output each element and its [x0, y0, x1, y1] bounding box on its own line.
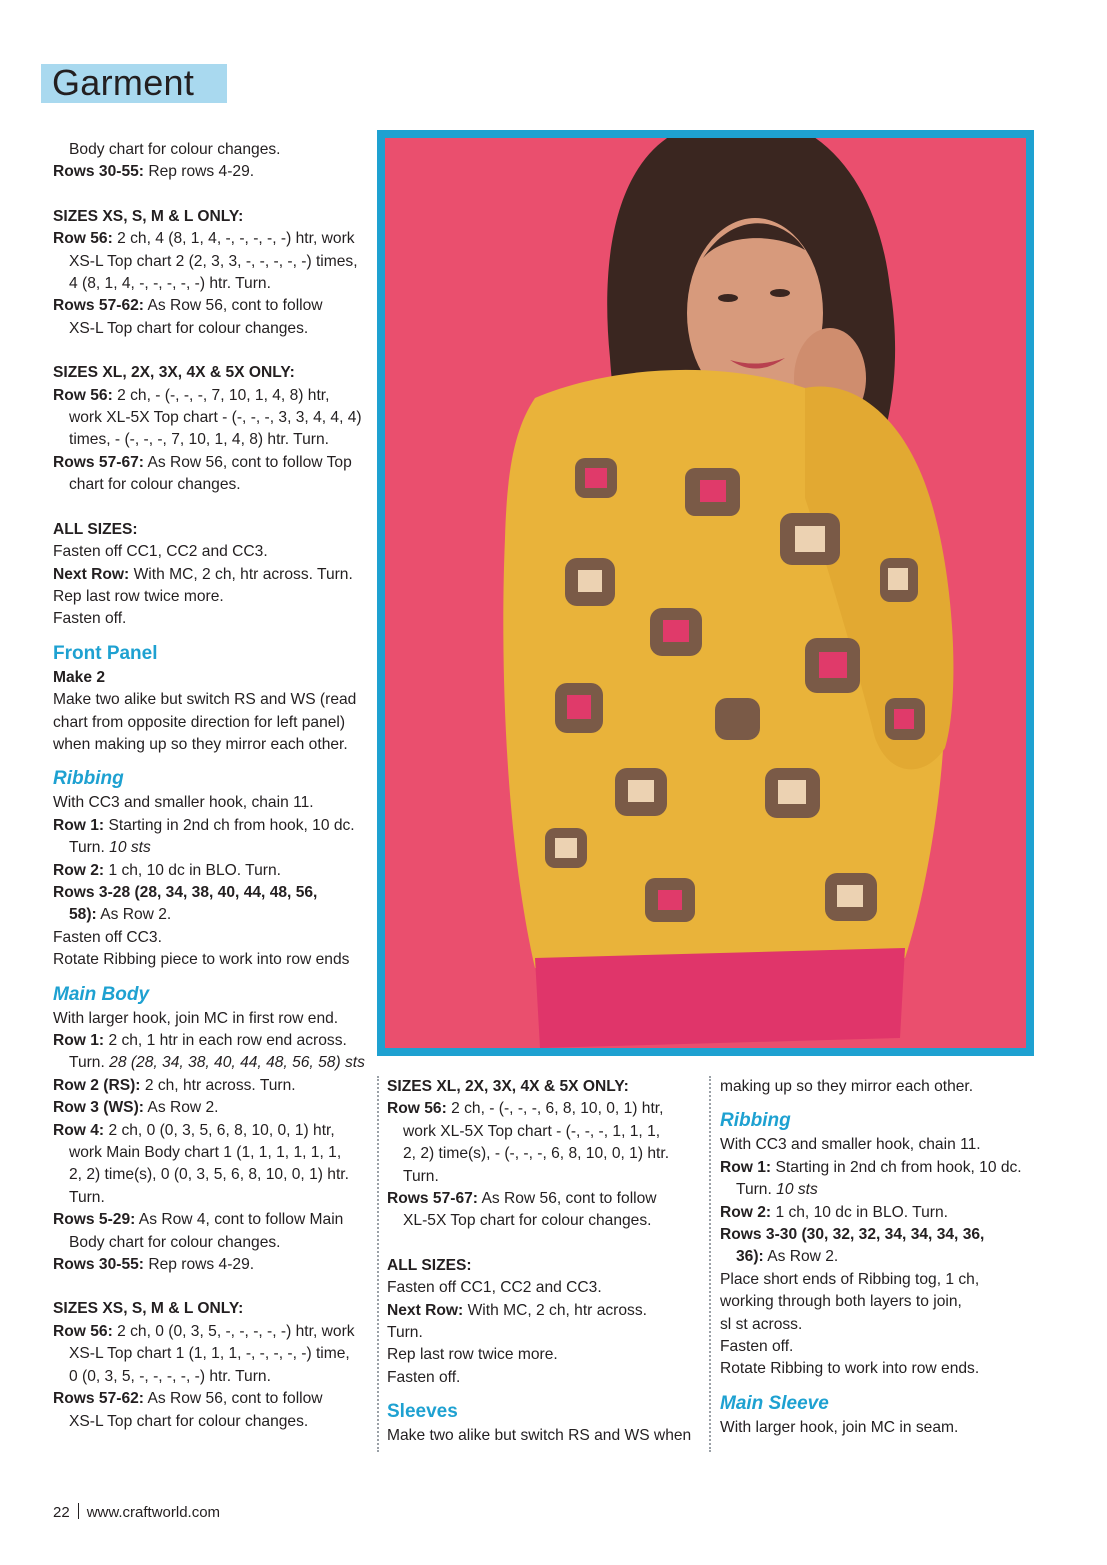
text-line: Rotate Ribbing piece to work into row ends: [53, 951, 350, 969]
text-line: Make two alike but switch RS and WS when: [387, 1427, 692, 1445]
subheading-main-sleeve: Main Sleeve: [720, 1392, 829, 1414]
garment-photo: [385, 138, 1026, 1048]
section-title-box: [41, 64, 227, 103]
subheading-ribbing: Ribbing: [720, 1110, 791, 1132]
text-line: Fasten off.: [53, 610, 127, 628]
size-heading: SIZES XS, S, M & L ONLY:: [53, 207, 244, 225]
text-line: making up so they mirror each other.: [720, 1078, 974, 1095]
text-line: chart from opposite direction for left panel): [53, 713, 346, 731]
text-line: Make 2: [53, 668, 106, 686]
middle-column: [387, 1076, 697, 1448]
text-line: Body chart for colour changes.: [69, 1233, 281, 1251]
text-line: 4 (8, 1, 4, -, -, -, -, -) htr. Turn.: [69, 275, 271, 293]
text-line: Row 56: 2 ch, 4 (8, 1, 4, -, -, -, -, -) htr, work: [53, 230, 355, 248]
photo-frame: [377, 130, 1034, 1056]
text-line: Row 56: 2 ch, - (-, -, -, 6, 8, 10, 0, 1) htr,: [387, 1100, 664, 1118]
text-line: Row 1: Starting in 2nd ch from hook, 10 dc.: [53, 816, 355, 834]
text-line: Row 56: 2 ch, 0 (0, 3, 5, -, -, -, -, -) htr, work: [53, 1322, 355, 1340]
text-line: Rows 30-55: Rep rows 4-29.: [53, 1256, 255, 1274]
page-number: 22: [53, 1504, 70, 1521]
text-line: XS-L Top chart 2 (2, 3, 3, -, -, -, -, -) times,: [69, 252, 358, 270]
text-line: XS-L Top chart for colour changes.: [69, 1412, 309, 1430]
text-line: Row 2: 1 ch, 10 dc in BLO. Turn.: [720, 1203, 948, 1221]
model-illustration: [385, 138, 1026, 1048]
text-line: chart for colour changes.: [69, 476, 241, 494]
text-line: Turn. 10 sts: [736, 1181, 818, 1199]
text-line: Rows 5-29: As Row 4, cont to follow Main: [53, 1211, 344, 1229]
text-line: XL-5X Top chart for colour changes.: [403, 1212, 652, 1230]
text-line: Rows 57-67: As Row 56, cont to follow: [387, 1190, 657, 1208]
text-line: Row 1: Starting in 2nd ch from hook, 10 dc.: [720, 1158, 1022, 1176]
text-line: With CC3 and smaller hook, chain 11.: [720, 1136, 981, 1154]
text-line: Fasten off.: [387, 1368, 461, 1386]
left-column: [53, 139, 373, 1433]
text-line: Row 56: 2 ch, - (-, -, -, 7, 10, 1, 4, 8) htr,: [53, 386, 330, 404]
text-line: XS-L Top chart 1 (1, 1, 1, -, -, -, -, -) time,: [69, 1345, 350, 1363]
text-line: work XL-5X Top chart - (-, -, -, 1, 1, 1,: [403, 1122, 661, 1140]
text-line: Rep last row twice more.: [387, 1346, 558, 1364]
text-line: Rows 57-62: As Row 56, cont to follow: [53, 1390, 323, 1408]
column-divider: [377, 1076, 379, 1452]
text-line: Row 1: 2 ch, 1 htr in each row end across.: [53, 1032, 347, 1049]
text-line: Fasten off CC1, CC2 and CC3.: [53, 543, 268, 561]
text-line: 0 (0, 3, 5, -, -, -, -, -) htr. Turn.: [69, 1367, 271, 1385]
page-footer: [53, 1503, 220, 1521]
text-line: Body chart for colour changes.: [69, 141, 281, 158]
size-heading: SIZES XL, 2X, 3X, 4X & 5X ONLY:: [387, 1078, 629, 1095]
text-line: Turn. 10 sts: [69, 839, 151, 857]
text-line: 36): As Row 2.: [736, 1248, 839, 1266]
size-heading: ALL SIZES:: [53, 520, 138, 538]
text-line: With CC3 and smaller hook, chain 11.: [53, 794, 314, 812]
text-line: Make two alike but switch RS and WS (read: [53, 691, 357, 709]
text-line: Place short ends of Ribbing tog, 1 ch,: [720, 1270, 980, 1288]
text-line: when making up so they mirror each other.: [53, 735, 348, 753]
text-line: work XL-5X Top chart - (-, -, -, 3, 3, 4, 4, 4): [69, 409, 362, 427]
subheading-front-panel: Front Panel: [53, 642, 158, 664]
text-line: Row 2: 1 ch, 10 dc in BLO. Turn.: [53, 861, 281, 879]
text-line: times, - (-, -, -, 7, 10, 1, 4, 8) htr. Turn.: [69, 431, 329, 449]
text-line: sl st across.: [720, 1315, 803, 1333]
text-line: Row 2 (RS): 2 ch, htr across. Turn.: [53, 1076, 296, 1094]
column-divider: [709, 1076, 711, 1452]
text-line: Turn. 28 (28, 34, 38, 40, 44, 48, 56, 58) sts: [69, 1054, 365, 1072]
text-line: Fasten off CC3.: [53, 928, 162, 946]
footer-separator: [78, 1503, 79, 1519]
text-line: 2, 2) time(s), 0 (0, 3, 5, 6, 8, 10, 0, 1) htr.: [69, 1166, 349, 1184]
size-heading: SIZES XL, 2X, 3X, 4X & 5X ONLY:: [53, 364, 295, 382]
text-line: Turn.: [387, 1324, 423, 1342]
text-line: Rows 57-67: As Row 56, cont to follow Top: [53, 453, 352, 471]
text-line: Rows 3-28 (28, 34, 38, 40, 44, 48, 56,: [53, 883, 318, 901]
text-line: Rotate Ribbing to work into row ends.: [720, 1360, 980, 1378]
subheading-sleeves: Sleeves: [387, 1401, 458, 1423]
text-line: Row 4: 2 ch, 0 (0, 3, 5, 6, 8, 10, 0, 1) htr,: [53, 1121, 335, 1139]
footer-url[interactable]: www.craftworld.com: [86, 1504, 221, 1521]
right-column: [720, 1076, 1050, 1439]
text-line: XS-L Top chart for colour changes.: [69, 319, 309, 337]
text-line: Row 3 (WS): As Row 2.: [53, 1099, 219, 1117]
text-line: Turn.: [403, 1167, 439, 1185]
subheading-ribbing: Ribbing: [53, 768, 124, 790]
text-line: work Main Body chart 1 (1, 1, 1, 1, 1, 1,: [69, 1144, 342, 1162]
text-line: Next Row: With MC, 2 ch, htr across. Turn.: [53, 565, 353, 583]
text-line: With larger hook, join MC in seam.: [720, 1418, 959, 1436]
text-line: 58): As Row 2.: [69, 906, 172, 924]
size-heading: ALL SIZES:: [387, 1256, 472, 1274]
text-line: working through both layers to join,: [720, 1293, 962, 1311]
subheading-main-body: Main Body: [53, 983, 150, 1005]
text-line: Fasten off CC1, CC2 and CC3.: [387, 1279, 602, 1297]
text-line: Rows 30-55: Rep rows 4-29.: [53, 163, 255, 181]
text-line: With larger hook, join MC in first row end.: [53, 1009, 339, 1027]
text-line: Rep last row twice more.: [53, 587, 224, 605]
size-heading: SIZES XS, S, M & L ONLY:: [53, 1300, 244, 1318]
text-line: Fasten off.: [720, 1338, 794, 1356]
text-line: Turn.: [69, 1188, 105, 1206]
text-line: Rows 57-62: As Row 56, cont to follow: [53, 297, 323, 315]
page-title: Garment: [52, 62, 195, 103]
text-line: 2, 2) time(s), - (-, -, -, 6, 8, 10, 0, 1) htr.: [403, 1145, 670, 1163]
text-line: Next Row: With MC, 2 ch, htr across.: [387, 1301, 647, 1319]
text-line: Rows 3-30 (30, 32, 32, 34, 34, 34, 36,: [720, 1226, 985, 1244]
